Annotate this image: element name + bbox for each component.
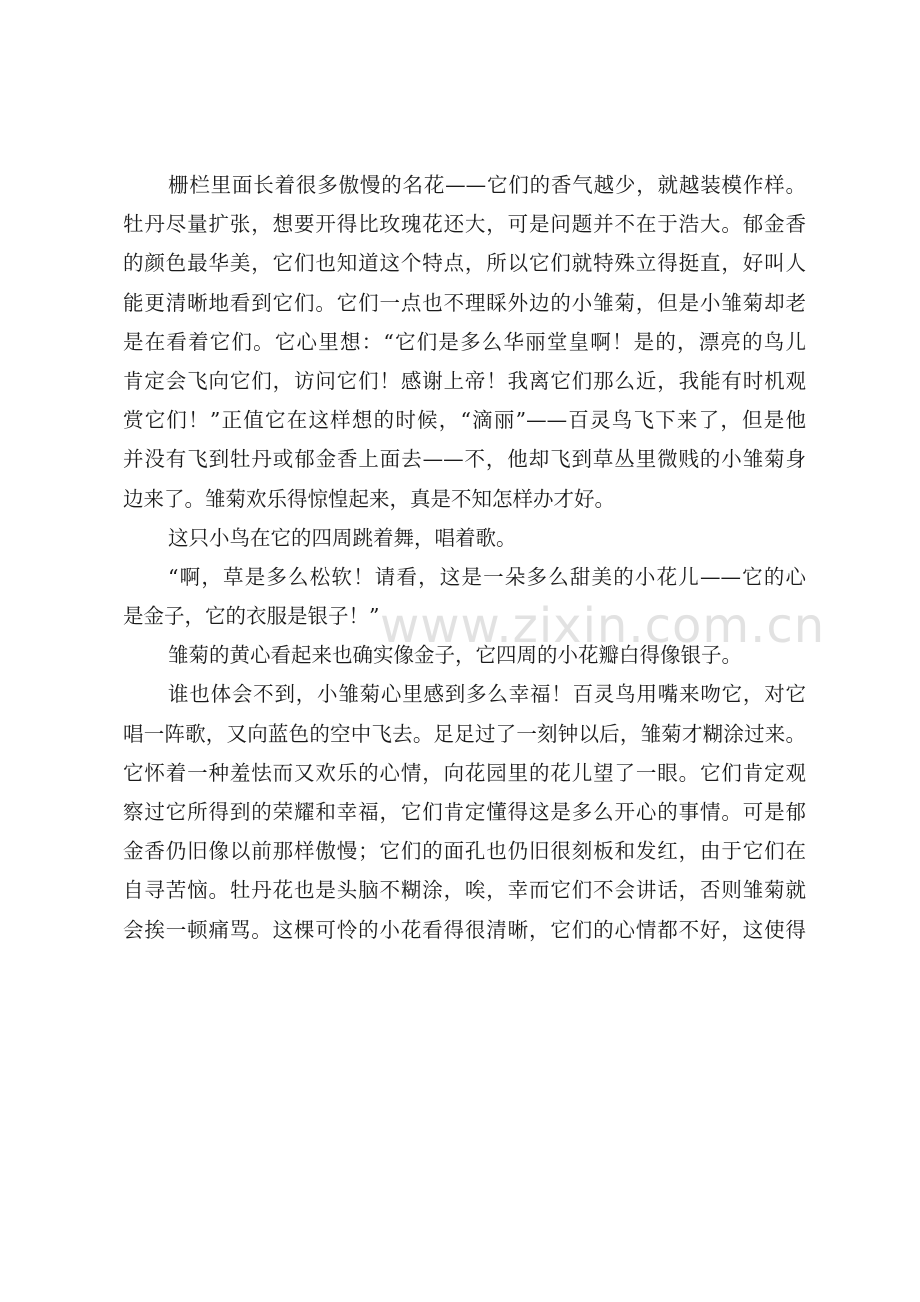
paragraph-3 bbox=[123, 558, 806, 636]
text-line: 是金子，它的衣服是银子！” bbox=[123, 604, 380, 629]
paragraph-4 bbox=[123, 636, 806, 675]
text-line: 边来了。雏菊欢乐得惊惶起来，真是不知怎样办才好。 bbox=[123, 486, 615, 511]
text-line: 牡丹尽量扩张，想要开得比玫瑰花还大，可是问题并不在于浩大。郁金香 bbox=[123, 212, 806, 237]
text-line: 它怀着一种羞怯而又欢乐的心情，向花园里的花儿望了一眼。它们肯定观 bbox=[123, 760, 806, 785]
watermark: www.zixin.com.cn bbox=[380, 598, 826, 654]
document-body bbox=[123, 166, 806, 950]
text-line: 金香仍旧像以前那样傲慢；它们的面孔也仍旧很刻板和发红，由于它们在 bbox=[123, 839, 806, 864]
paragraph-2 bbox=[123, 519, 806, 558]
text-line: 会挨一顿痛骂。这棵可怜的小花看得很清晰，它们的心情都不好，这使得 bbox=[123, 917, 806, 942]
paragraph-1 bbox=[123, 166, 806, 519]
text-line: 自寻苦恼。牡丹花也是头脑不糊涂，唉，幸而它们不会讲话，否则雏菊就 bbox=[123, 878, 806, 903]
text-line: 雏菊的黄心看起来也确实像金子，它四周的小花瓣白得像银子。 bbox=[168, 643, 742, 668]
text-line: 肯定会飞向它们，访问它们！感谢上帝！我离它们那么近，我能有时机观 bbox=[123, 368, 806, 393]
text-line: 能更清晰地看到它们。它们一点也不理睬外边的小雏菊，但是小雏菊却老 bbox=[123, 290, 806, 315]
paragraph-5 bbox=[123, 675, 806, 949]
text-line: 是在看着它们。它心里想：“它们是多么华丽堂皇啊！是的，漂亮的鸟儿 bbox=[123, 329, 806, 354]
text-line: 的颜色最华美，它们也知道这个特点，所以它们就特殊立得挺直，好叫人 bbox=[123, 251, 806, 276]
text-line: 察过它所得到的荣耀和幸福，它们肯定懂得这是多么开心的事情。可是郁 bbox=[123, 800, 806, 824]
text-line: “啊，草是多么松软！请看，这是一朵多么甜美的小花儿——它的心 bbox=[168, 564, 806, 589]
text-line: 唱一阵歌，又向蓝色的空中飞去。足足过了一刻钟以后，雏菊才糊涂过来。 bbox=[123, 721, 806, 746]
text-line: 这只小鸟在它的四周跳着舞，唱着歌。 bbox=[168, 525, 517, 550]
text-line: 赏它们！”正值它在这样想的时候，“滴丽”——百灵鸟飞下来了，但是他 bbox=[123, 408, 806, 433]
text-line: 谁也体会不到，小雏菊心里感到多么幸福！百灵鸟用嘴来吻它，对它 bbox=[168, 682, 806, 707]
text-line: 栅栏里面长着很多傲慢的名花——它们的香气越少，就越装模作样。 bbox=[168, 173, 806, 197]
text-line: 并没有飞到牡丹或郁金香上面去——不，他却飞到草丛里微贱的小雏菊身 bbox=[123, 447, 806, 472]
